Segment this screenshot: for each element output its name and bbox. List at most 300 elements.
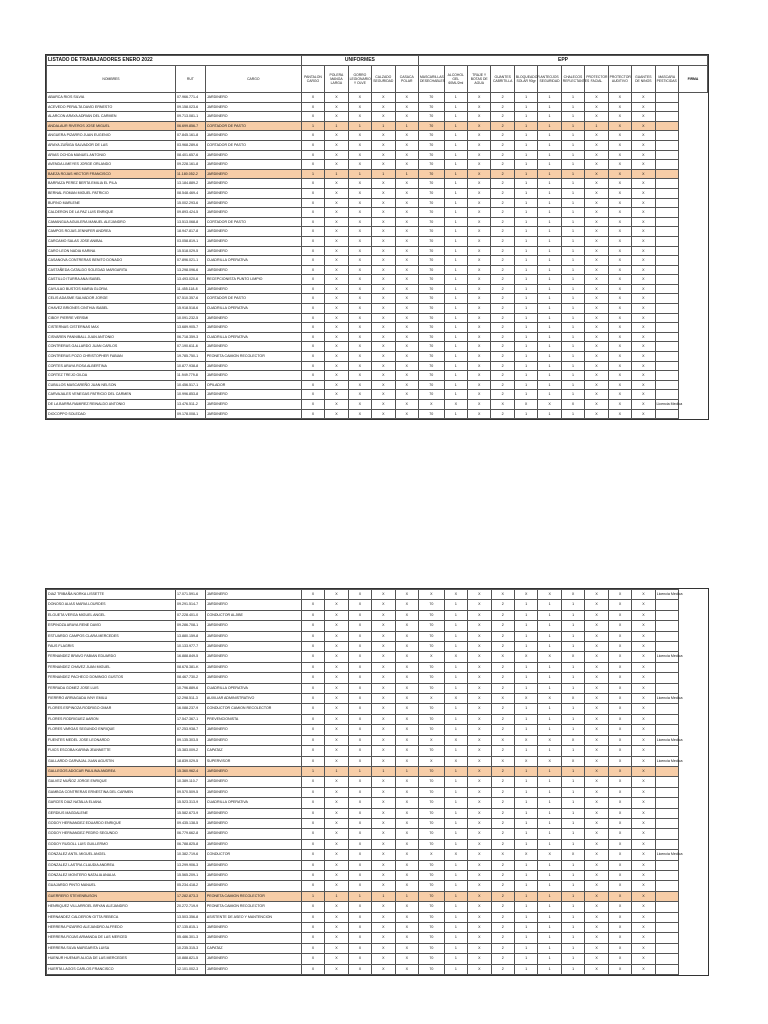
item-cell: X bbox=[468, 694, 491, 704]
item-cell: X bbox=[632, 683, 655, 693]
item-cell: 2 bbox=[491, 236, 514, 246]
item-cell: 70 bbox=[419, 808, 445, 818]
worker-cargo: JARDINERO bbox=[205, 102, 301, 112]
col-header: CARGO bbox=[205, 66, 301, 93]
item-cell: 70 bbox=[419, 902, 445, 912]
item-cell: 70 bbox=[419, 829, 445, 839]
item-cell: 1 bbox=[514, 380, 537, 390]
item-cell: 1 bbox=[561, 798, 584, 808]
firma-cell bbox=[655, 829, 678, 839]
item-cell: X bbox=[301, 777, 324, 787]
table-row bbox=[47, 131, 708, 141]
item-cell: X bbox=[372, 631, 395, 641]
item-cell: 1 bbox=[561, 102, 584, 112]
firma-cell bbox=[655, 371, 678, 381]
item-cell: X bbox=[301, 131, 324, 141]
worker-rut: 15.918.518-6 bbox=[175, 304, 205, 314]
item-cell: X bbox=[301, 870, 324, 880]
item-cell: X bbox=[325, 256, 348, 266]
item-cell: 1 bbox=[514, 304, 537, 314]
item-cell: X bbox=[632, 313, 655, 323]
item-cell: X bbox=[301, 652, 324, 662]
item-cell: X bbox=[372, 361, 395, 371]
item-cell: X bbox=[585, 380, 608, 390]
worker-rows-1 bbox=[47, 93, 708, 419]
worker-rut: 18.839.029-5 bbox=[176, 756, 206, 766]
item-cell: X bbox=[372, 400, 395, 410]
firma-cell bbox=[655, 610, 678, 620]
worker-rut: 03.968.289-6 bbox=[175, 140, 205, 150]
item-cell: X bbox=[632, 787, 655, 797]
table-row bbox=[47, 371, 708, 381]
item-cell: X bbox=[632, 735, 655, 745]
item-cell: X bbox=[325, 870, 348, 880]
item-cell: 1 bbox=[325, 169, 348, 179]
item-cell: X bbox=[348, 284, 371, 294]
firma-cell bbox=[655, 323, 678, 333]
item-cell: X bbox=[608, 829, 631, 839]
item-cell: 1 bbox=[444, 102, 467, 112]
item-cell: 1 bbox=[538, 150, 561, 160]
item-cell: X bbox=[538, 694, 561, 704]
worker-cargo: JARDINERO bbox=[205, 621, 301, 631]
item-cell: 1 bbox=[561, 642, 584, 652]
item-cell: X bbox=[608, 870, 631, 880]
item-cell: X bbox=[372, 923, 395, 933]
item-cell: X bbox=[608, 390, 631, 400]
item-cell: X bbox=[468, 112, 491, 122]
item-cell: X bbox=[468, 652, 491, 662]
item-cell: 1 bbox=[514, 390, 537, 400]
item-cell: X bbox=[348, 610, 371, 620]
item-cell: X bbox=[585, 725, 608, 735]
worker-name: CUBILLOS MASCAREÑO JUAN NELSON bbox=[47, 380, 176, 390]
item-cell: X bbox=[468, 673, 491, 683]
item-cell: 70 bbox=[419, 870, 445, 880]
item-cell: 2 bbox=[491, 227, 514, 237]
item-cell: X bbox=[632, 246, 655, 256]
worker-rut: 13.298.096-6 bbox=[175, 265, 205, 275]
table-row bbox=[47, 621, 708, 631]
worker-rut: 11.180.052-2 bbox=[175, 169, 205, 179]
item-cell: X bbox=[301, 294, 324, 304]
item-cell: X bbox=[395, 860, 418, 870]
item-cell: X bbox=[468, 610, 491, 620]
item-cell: X bbox=[348, 198, 371, 208]
item-cell: X bbox=[372, 912, 395, 922]
item-cell: 1 bbox=[514, 839, 537, 849]
item-cell: X bbox=[372, 850, 395, 860]
item-cell: X bbox=[468, 954, 491, 964]
item-cell: X bbox=[632, 818, 655, 828]
item-cell: X bbox=[419, 850, 445, 860]
worker-rut: 15.383.009-2 bbox=[176, 746, 206, 756]
item-cell: X bbox=[372, 621, 395, 631]
item-cell: X bbox=[348, 590, 371, 600]
worker-rut: 07.190.611-6 bbox=[175, 342, 205, 352]
item-cell: X bbox=[348, 725, 371, 735]
item-cell: X bbox=[608, 964, 631, 974]
worker-rut: 13.299.906-3 bbox=[176, 860, 206, 870]
item-cell: 1 bbox=[538, 642, 561, 652]
item-cell: X bbox=[632, 923, 655, 933]
item-cell: 2 bbox=[491, 600, 514, 610]
item-cell: 1 bbox=[395, 169, 418, 179]
item-cell: 2 bbox=[491, 818, 514, 828]
item-cell: X bbox=[468, 766, 491, 776]
item-cell: 1 bbox=[538, 610, 561, 620]
item-cell: X bbox=[301, 93, 324, 103]
item-cell: 1 bbox=[514, 891, 537, 901]
item-cell: 1 bbox=[538, 121, 561, 131]
table-row bbox=[47, 121, 708, 131]
item-cell: 1 bbox=[538, 342, 561, 352]
item-cell: X bbox=[325, 179, 348, 189]
item-cell: X bbox=[372, 409, 395, 419]
item-cell: X bbox=[325, 188, 348, 198]
item-cell: 1 bbox=[561, 746, 584, 756]
col-header: GUANTES CABRITILLA bbox=[491, 66, 514, 93]
col-header: BLOQUEADOR SOLAR 90gr bbox=[514, 66, 537, 93]
item-cell: 1 bbox=[395, 766, 418, 776]
item-cell: X bbox=[372, 787, 395, 797]
item-cell: 2 bbox=[491, 923, 514, 933]
item-cell: X bbox=[632, 631, 655, 641]
item-cell: X bbox=[348, 933, 371, 943]
item-cell: X bbox=[395, 160, 418, 170]
item-cell: 1 bbox=[444, 964, 467, 974]
item-cell: X bbox=[632, 188, 655, 198]
item-cell: X bbox=[491, 694, 514, 704]
worker-cargo: JARDINERO bbox=[205, 169, 301, 179]
item-cell: 1 bbox=[538, 227, 561, 237]
item-cell: 1 bbox=[538, 933, 561, 943]
table-row bbox=[47, 881, 708, 891]
item-cell: X bbox=[632, 642, 655, 652]
item-cell: 1 bbox=[444, 265, 467, 275]
item-cell: 1 bbox=[444, 332, 467, 342]
item-cell: X bbox=[608, 839, 631, 849]
item-cell: 2 bbox=[491, 839, 514, 849]
table-row bbox=[47, 256, 708, 266]
item-cell: X bbox=[301, 256, 324, 266]
item-cell: X bbox=[395, 590, 418, 600]
item-cell: 1 bbox=[444, 380, 467, 390]
worker-cargo: JARDINERO bbox=[205, 198, 301, 208]
item-cell: X bbox=[395, 621, 418, 631]
worker-cargo: JARDINERO bbox=[205, 112, 301, 122]
item-cell: 1 bbox=[538, 870, 561, 880]
item-cell: X bbox=[372, 332, 395, 342]
item-cell: 1 bbox=[561, 294, 584, 304]
worker-rows-2 bbox=[47, 590, 708, 975]
item-cell: 1 bbox=[538, 323, 561, 333]
item-cell: 1 bbox=[561, 323, 584, 333]
item-cell: X bbox=[348, 943, 371, 953]
col-header-firma: FIRMA bbox=[678, 66, 707, 93]
firma-cell bbox=[655, 600, 678, 610]
table-row bbox=[47, 380, 708, 390]
item-cell: X bbox=[585, 631, 608, 641]
item-cell: X bbox=[468, 704, 491, 714]
item-cell: X bbox=[348, 787, 371, 797]
item-cell: 1 bbox=[538, 808, 561, 818]
worker-rut: 10.389.110-7 bbox=[176, 777, 206, 787]
worker-cargo: JARDINERO bbox=[205, 323, 301, 333]
table-row bbox=[47, 662, 708, 672]
table-row bbox=[47, 964, 708, 974]
worker-name: CISVAREN PANNIBALL JUAN ANTONIO bbox=[47, 332, 176, 342]
item-cell: X bbox=[301, 600, 324, 610]
worker-rut: 10.877.938-8 bbox=[175, 361, 205, 371]
firma-cell bbox=[655, 870, 678, 880]
item-cell: X bbox=[301, 746, 324, 756]
item-cell: X bbox=[585, 112, 608, 122]
table-row bbox=[47, 673, 708, 683]
item-cell: 2 bbox=[491, 725, 514, 735]
item-cell: 1 bbox=[514, 323, 537, 333]
item-cell: X bbox=[608, 208, 631, 218]
worker-table-1 bbox=[46, 55, 708, 419]
item-cell: 1 bbox=[444, 275, 467, 285]
worker-rut: 13.476.511-2 bbox=[175, 400, 205, 410]
item-cell: 1 bbox=[444, 169, 467, 179]
item-cell: X bbox=[608, 631, 631, 641]
item-cell: X bbox=[468, 150, 491, 160]
item-cell: 1 bbox=[514, 943, 537, 953]
worker-name: FUICS ESCOBA KARINA JEANNETTE bbox=[47, 746, 176, 756]
item-cell: X bbox=[632, 777, 655, 787]
item-cell: X bbox=[585, 361, 608, 371]
item-cell: 1 bbox=[514, 256, 537, 266]
item-cell: X bbox=[632, 390, 655, 400]
item-cell: X bbox=[372, 756, 395, 766]
item-cell: 1 bbox=[538, 798, 561, 808]
worker-cargo: CUADRILLA OPERATIVA bbox=[205, 304, 301, 314]
firma-cell bbox=[655, 112, 678, 122]
worker-rut: 13.880.159-8 bbox=[176, 631, 206, 641]
item-cell: 1 bbox=[561, 870, 584, 880]
col-header: RUT bbox=[175, 66, 205, 93]
item-cell: X bbox=[301, 208, 324, 218]
item-cell: 1 bbox=[538, 371, 561, 381]
sheet-title: LISTADO DE TRABAJADORES ENERO 2022 bbox=[47, 56, 302, 66]
item-cell: 1 bbox=[444, 912, 467, 922]
col-header: MASCARA PESTICIDAS bbox=[655, 66, 678, 93]
item-cell: X bbox=[301, 188, 324, 198]
item-cell: X bbox=[348, 131, 371, 141]
item-cell: X bbox=[372, 371, 395, 381]
item-cell: X bbox=[348, 112, 371, 122]
item-cell: X bbox=[632, 954, 655, 964]
table-row bbox=[47, 694, 708, 704]
item-cell: X bbox=[325, 93, 348, 103]
item-cell: X bbox=[585, 265, 608, 275]
item-cell: 2 bbox=[491, 777, 514, 787]
item-cell: 70 bbox=[419, 642, 445, 652]
item-cell: X bbox=[585, 179, 608, 189]
item-cell: 1 bbox=[538, 621, 561, 631]
table-row bbox=[47, 652, 708, 662]
item-cell: X bbox=[348, 102, 371, 112]
item-cell: X bbox=[372, 93, 395, 103]
table-row bbox=[47, 725, 708, 735]
worker-rut: 15.523.313-9 bbox=[176, 798, 206, 808]
item-cell: 1 bbox=[561, 313, 584, 323]
worker-cargo: JARDINERO bbox=[205, 673, 301, 683]
item-cell: X bbox=[325, 371, 348, 381]
item-cell: 70 bbox=[419, 610, 445, 620]
item-cell: 1 bbox=[444, 683, 467, 693]
item-cell: X bbox=[632, 323, 655, 333]
item-cell: 70 bbox=[419, 662, 445, 672]
worker-cargo: JARDINERO bbox=[205, 642, 301, 652]
worker-name: CARVAJALES VENEGAS PATRICIO DEL CARMEN bbox=[47, 390, 176, 400]
worker-rut: 09.713.081-1 bbox=[175, 112, 205, 122]
item-cell: 2 bbox=[491, 808, 514, 818]
item-cell: X bbox=[608, 798, 631, 808]
item-cell: 70 bbox=[418, 352, 444, 362]
item-cell: X bbox=[608, 265, 631, 275]
item-cell: X bbox=[348, 756, 371, 766]
item-cell: X bbox=[301, 735, 324, 745]
item-cell: X bbox=[585, 93, 608, 103]
item-cell: X bbox=[325, 860, 348, 870]
item-cell: X bbox=[468, 160, 491, 170]
item-cell: 70 bbox=[419, 766, 445, 776]
item-cell: X bbox=[468, 631, 491, 641]
item-cell: X bbox=[395, 342, 418, 352]
item-cell: X bbox=[395, 600, 418, 610]
item-cell: X bbox=[491, 400, 514, 410]
worker-cargo: JARDINERO bbox=[205, 735, 301, 745]
item-cell: X bbox=[395, 217, 418, 227]
item-cell: 2 bbox=[491, 860, 514, 870]
item-cell: 1 bbox=[561, 860, 584, 870]
item-cell: X bbox=[585, 236, 608, 246]
item-cell: 1 bbox=[514, 683, 537, 693]
item-cell: 70 bbox=[418, 342, 444, 352]
item-cell: 1 bbox=[444, 256, 467, 266]
item-cell: 2 bbox=[491, 208, 514, 218]
item-cell: X bbox=[561, 756, 584, 766]
item-cell: 1 bbox=[514, 766, 537, 776]
item-cell: X bbox=[419, 590, 445, 600]
item-cell: X bbox=[608, 352, 631, 362]
item-cell: X bbox=[372, 662, 395, 672]
item-cell: X bbox=[608, 246, 631, 256]
item-cell: X bbox=[468, 808, 491, 818]
item-cell: 1 bbox=[561, 256, 584, 266]
item-cell: X bbox=[608, 227, 631, 237]
worker-name: ARIAS OCHOA MANUEL ANTONIO bbox=[47, 150, 176, 160]
item-cell: X bbox=[325, 323, 348, 333]
worker-name: GARCES DIAZ NATALIA ELIANA bbox=[47, 798, 176, 808]
worker-name: BAEZA ROJAS HECTOR FRANCISCO bbox=[47, 169, 176, 179]
item-cell: 70 bbox=[418, 323, 444, 333]
item-cell: X bbox=[372, 217, 395, 227]
item-cell: 70 bbox=[419, 954, 445, 964]
item-cell: 70 bbox=[418, 361, 444, 371]
worker-name: HERRERA ROJAS ARMANDA DE LAS MERCED bbox=[47, 933, 176, 943]
item-cell: X bbox=[301, 284, 324, 294]
worker-cargo: CORTADOR DE PASTO bbox=[205, 121, 301, 131]
item-cell: X bbox=[395, 662, 418, 672]
worker-cargo: JARDINERO bbox=[205, 160, 301, 170]
item-cell: 1 bbox=[514, 179, 537, 189]
item-cell: 1 bbox=[538, 725, 561, 735]
item-cell: X bbox=[585, 342, 608, 352]
item-cell: X bbox=[325, 131, 348, 141]
item-cell: 2 bbox=[491, 798, 514, 808]
item-cell: 1 bbox=[538, 409, 561, 419]
item-cell: X bbox=[395, 265, 418, 275]
firma-cell bbox=[655, 332, 678, 342]
item-cell: 1 bbox=[444, 93, 467, 103]
item-cell: X bbox=[468, 683, 491, 693]
item-cell: X bbox=[585, 746, 608, 756]
item-cell: X bbox=[561, 652, 584, 662]
item-cell: X bbox=[491, 756, 514, 766]
item-cell: X bbox=[632, 808, 655, 818]
item-cell: X bbox=[608, 943, 631, 953]
table-row bbox=[47, 704, 708, 714]
worker-name: GONZALEZ LASTRA CLAUDIA ANDREA bbox=[47, 860, 176, 870]
item-cell: X bbox=[348, 246, 371, 256]
item-cell: X bbox=[395, 380, 418, 390]
item-cell: 1 bbox=[444, 179, 467, 189]
item-cell: 1 bbox=[561, 714, 584, 724]
item-cell: 70 bbox=[418, 390, 444, 400]
table-row bbox=[47, 342, 708, 352]
item-cell: 1 bbox=[514, 933, 537, 943]
item-cell: X bbox=[585, 777, 608, 787]
item-cell: 1 bbox=[444, 923, 467, 933]
col-header: PROTECTOR FACIAL bbox=[585, 66, 608, 93]
worker-cargo: CAPATAZ bbox=[205, 746, 301, 756]
item-cell: X bbox=[585, 714, 608, 724]
worker-name: GODOY HERNANDEZ EDUARDO ENRIQUE bbox=[47, 818, 176, 828]
item-cell: X bbox=[325, 140, 348, 150]
item-cell: 2 bbox=[491, 380, 514, 390]
item-cell: X bbox=[372, 798, 395, 808]
item-cell: X bbox=[395, 870, 418, 880]
item-cell: X bbox=[632, 600, 655, 610]
item-cell: X bbox=[608, 400, 631, 410]
item-cell: 1 bbox=[444, 150, 467, 160]
item-cell: 1 bbox=[514, 236, 537, 246]
item-cell: 1 bbox=[538, 673, 561, 683]
worker-name: ARAYA ZUÑIGA SALVADOR DE LAS bbox=[47, 140, 176, 150]
item-cell: 2 bbox=[491, 631, 514, 641]
item-cell: 70 bbox=[419, 923, 445, 933]
item-cell: X bbox=[348, 150, 371, 160]
item-cell: X bbox=[468, 912, 491, 922]
item-cell: X bbox=[325, 102, 348, 112]
item-cell: X bbox=[468, 933, 491, 943]
item-cell: 2 bbox=[491, 246, 514, 256]
item-cell: 1 bbox=[372, 891, 395, 901]
item-cell: X bbox=[301, 860, 324, 870]
item-cell: X bbox=[632, 227, 655, 237]
item-cell: X bbox=[325, 881, 348, 891]
item-cell: 1 bbox=[538, 714, 561, 724]
item-cell: X bbox=[301, 265, 324, 275]
item-cell: X bbox=[395, 714, 418, 724]
item-cell: 70 bbox=[419, 964, 445, 974]
table-row bbox=[47, 818, 708, 828]
worker-name: DIOCOPPO SOLEDAD bbox=[47, 409, 176, 419]
